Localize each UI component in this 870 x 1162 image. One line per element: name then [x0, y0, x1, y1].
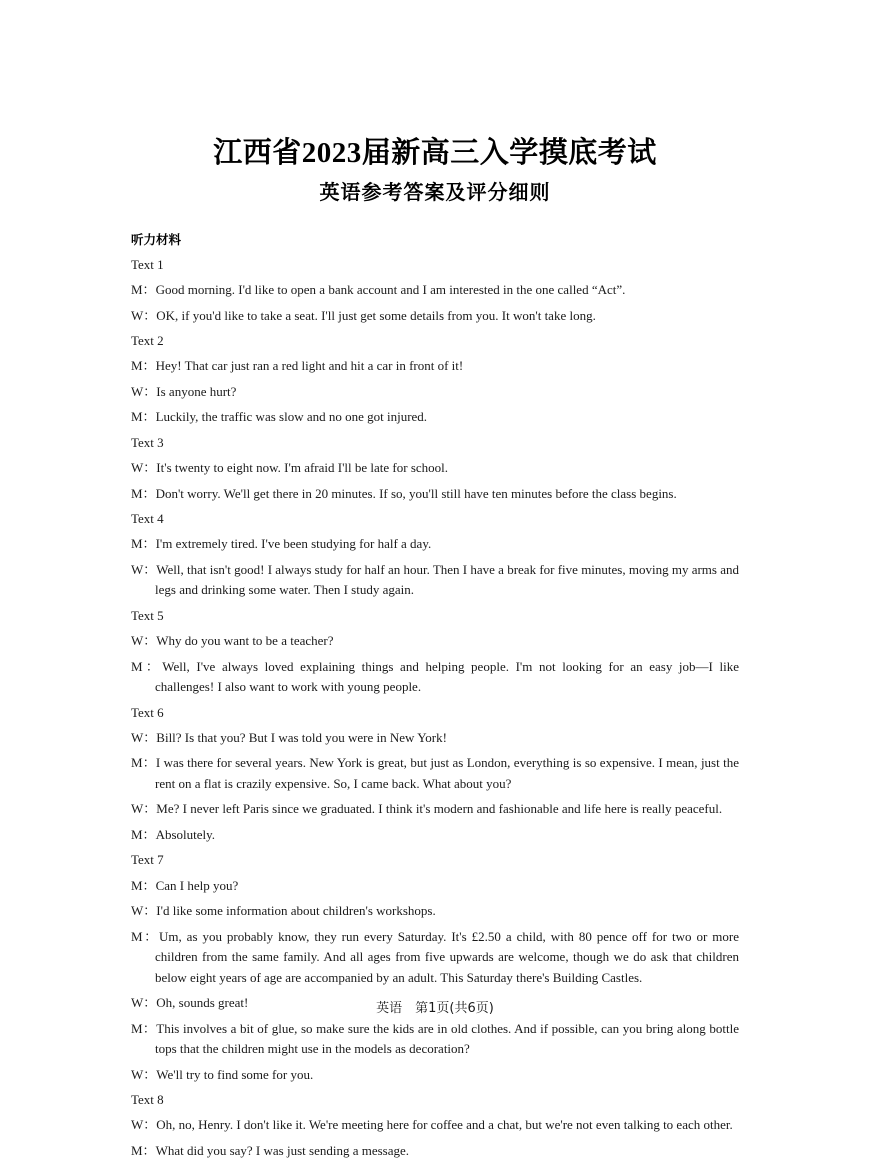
dialogue-line [131, 407, 739, 428]
dialogue-text: I'd like some information about children's workshops. [156, 903, 436, 919]
dialogue-text: Why do you want to be a teacher? [156, 633, 334, 649]
speaker-tag: M： [131, 536, 156, 552]
dialogue-text: I was there for several years. New York is great, but just as London, everything is so expensive. I mean, just the rent on a flat is crazily expensive. So, I came back. What about you? [155, 755, 739, 791]
dialogue-text: Good morning. I'd like to open a bank account and I am interested in the one called “Act”. [155, 282, 626, 298]
dialogue-line [131, 306, 739, 327]
page-footer: 英语 第1页(共6页) [376, 1001, 494, 1016]
speaker-tag: M： [131, 409, 156, 425]
dialogue-text: Can I help you? [155, 877, 239, 893]
dialogue-line [131, 799, 739, 820]
dialogue-text: Well, I've always loved explaining things and helping people. I'm not looking for an easy job—I like challenges! I also want to work with young people. [155, 658, 739, 695]
speaker-tag: W： [131, 729, 157, 745]
speaker-tag: W： [131, 383, 157, 399]
dialogue-text: This involves a bit of glue, so make sure the kids are in old clothes. And if possible, can you bring along bottle tops that the children might use in the models as decoration? [155, 1020, 739, 1057]
speaker-tag: W： [131, 801, 157, 817]
speaker-tag: M： [131, 877, 156, 893]
speaker-tag: M： [131, 928, 159, 944]
dialogue-text: OK, if you'd like to take a seat. I'll just get some details from you. It won't take long. [156, 307, 596, 323]
document-body [131, 0, 739, 1162]
dialogue-line [131, 927, 739, 989]
dialogue-line [131, 876, 739, 897]
dialogue-text: I'm extremely tired. I've been studying for half a day. [155, 536, 432, 552]
speaker-tag: W： [131, 1117, 157, 1133]
dialogue-text: We'll try to find some for you. [156, 1066, 314, 1082]
dialogue-text: Oh, sounds great! [156, 995, 249, 1011]
text-label-6: Text 6 [131, 704, 164, 720]
dialogue-text: Absolutely. [155, 826, 216, 842]
dialogue-line [131, 382, 739, 403]
text-label-3: Text 3 [131, 434, 164, 450]
dialogue-line [131, 657, 739, 698]
dialogue-text: What did you say? I was just sending a message. [155, 1143, 410, 1158]
text-label-4: Text 4 [131, 511, 164, 527]
dialogue-line [131, 901, 739, 922]
dialogue-line [131, 356, 739, 377]
speaker-tag: M： [131, 1143, 156, 1158]
dialogue-text: Well, that isn't good! I always study for half an hour. Then I have a break for five minutes, moving my arms and legs and drinking some water. Then I study again. [155, 561, 739, 598]
dialogue-line [131, 753, 739, 794]
section-heading-listening-material: 听力材料 [131, 232, 182, 248]
dialogue-line [131, 825, 739, 846]
dialogue-line [131, 1065, 739, 1086]
speaker-tag: M： [131, 1020, 157, 1036]
speaker-tag: W： [131, 903, 157, 919]
dialogue-line [131, 484, 739, 505]
dialogue-line [131, 728, 739, 749]
dialogue-line [131, 1141, 739, 1162]
document-title: 江西省2023届新高三入学摸底考试 [213, 137, 657, 169]
speaker-tag: W： [131, 995, 157, 1011]
speaker-tag: M： [131, 658, 163, 674]
dialogue-text: Me? I never left Paris since we graduated. I think it's modern and fashionable and life here is really peaceful. [156, 801, 723, 817]
dialogue-line [131, 1115, 739, 1136]
speaker-tag: M： [131, 826, 156, 842]
dialogue-text: Oh, no, Henry. I don't like it. We're meeting here for coffee and a chat, but we're not even talking to each other. [156, 1117, 733, 1133]
document-subtitle: 英语参考答案及评分细则 [319, 180, 551, 205]
dialogue-text: Is anyone hurt? [156, 383, 237, 399]
dialogue-text: It's twenty to eight now. I'm afraid I'll be late for school. [156, 460, 449, 476]
speaker-tag: W： [131, 633, 157, 649]
text-label-7: Text 7 [131, 852, 164, 868]
speaker-tag: M： [131, 485, 156, 501]
speaker-tag: M： [131, 282, 156, 298]
speaker-tag: W： [131, 460, 157, 476]
dialogue-text: Hey! That car just ran a red light and hit a car in front of it! [155, 358, 464, 374]
dialogue-line [131, 458, 739, 479]
speaker-tag: W： [131, 561, 157, 577]
dialogue-line [131, 280, 739, 301]
speaker-tag: W： [131, 1066, 157, 1082]
dialogue-text: Bill? Is that you? But I was told you were in New York! [156, 729, 447, 745]
text-label-8: Text 8 [131, 1092, 164, 1108]
speaker-tag: M： [131, 358, 156, 374]
dialogue-line [131, 534, 739, 555]
dialogue-line [131, 560, 739, 601]
dialogue-text: Um, as you probably know, they run every Saturday. It's £2.50 a child, with 80 pence off for two or more children from the same family. And all ages from five upwards are welcome, though we do ask that children below eight years of age are accompanied by an adult. This Saturday there's Building Castles. [155, 928, 739, 985]
text-label-1: Text 1 [131, 257, 164, 272]
dialogue-line [131, 1019, 739, 1060]
dialogue-text: Don't worry. We'll get there in 20 minutes. If so, you'll still have ten minutes before the class begins. [155, 485, 677, 501]
dialogue-line [131, 631, 739, 652]
text-label-2: Text 2 [131, 333, 164, 349]
text-label-5: Text 5 [131, 607, 164, 623]
dialogue-text: Luckily, the traffic was slow and no one got injured. [155, 409, 428, 425]
speaker-tag: M： [131, 755, 156, 771]
speaker-tag: W： [131, 307, 157, 323]
